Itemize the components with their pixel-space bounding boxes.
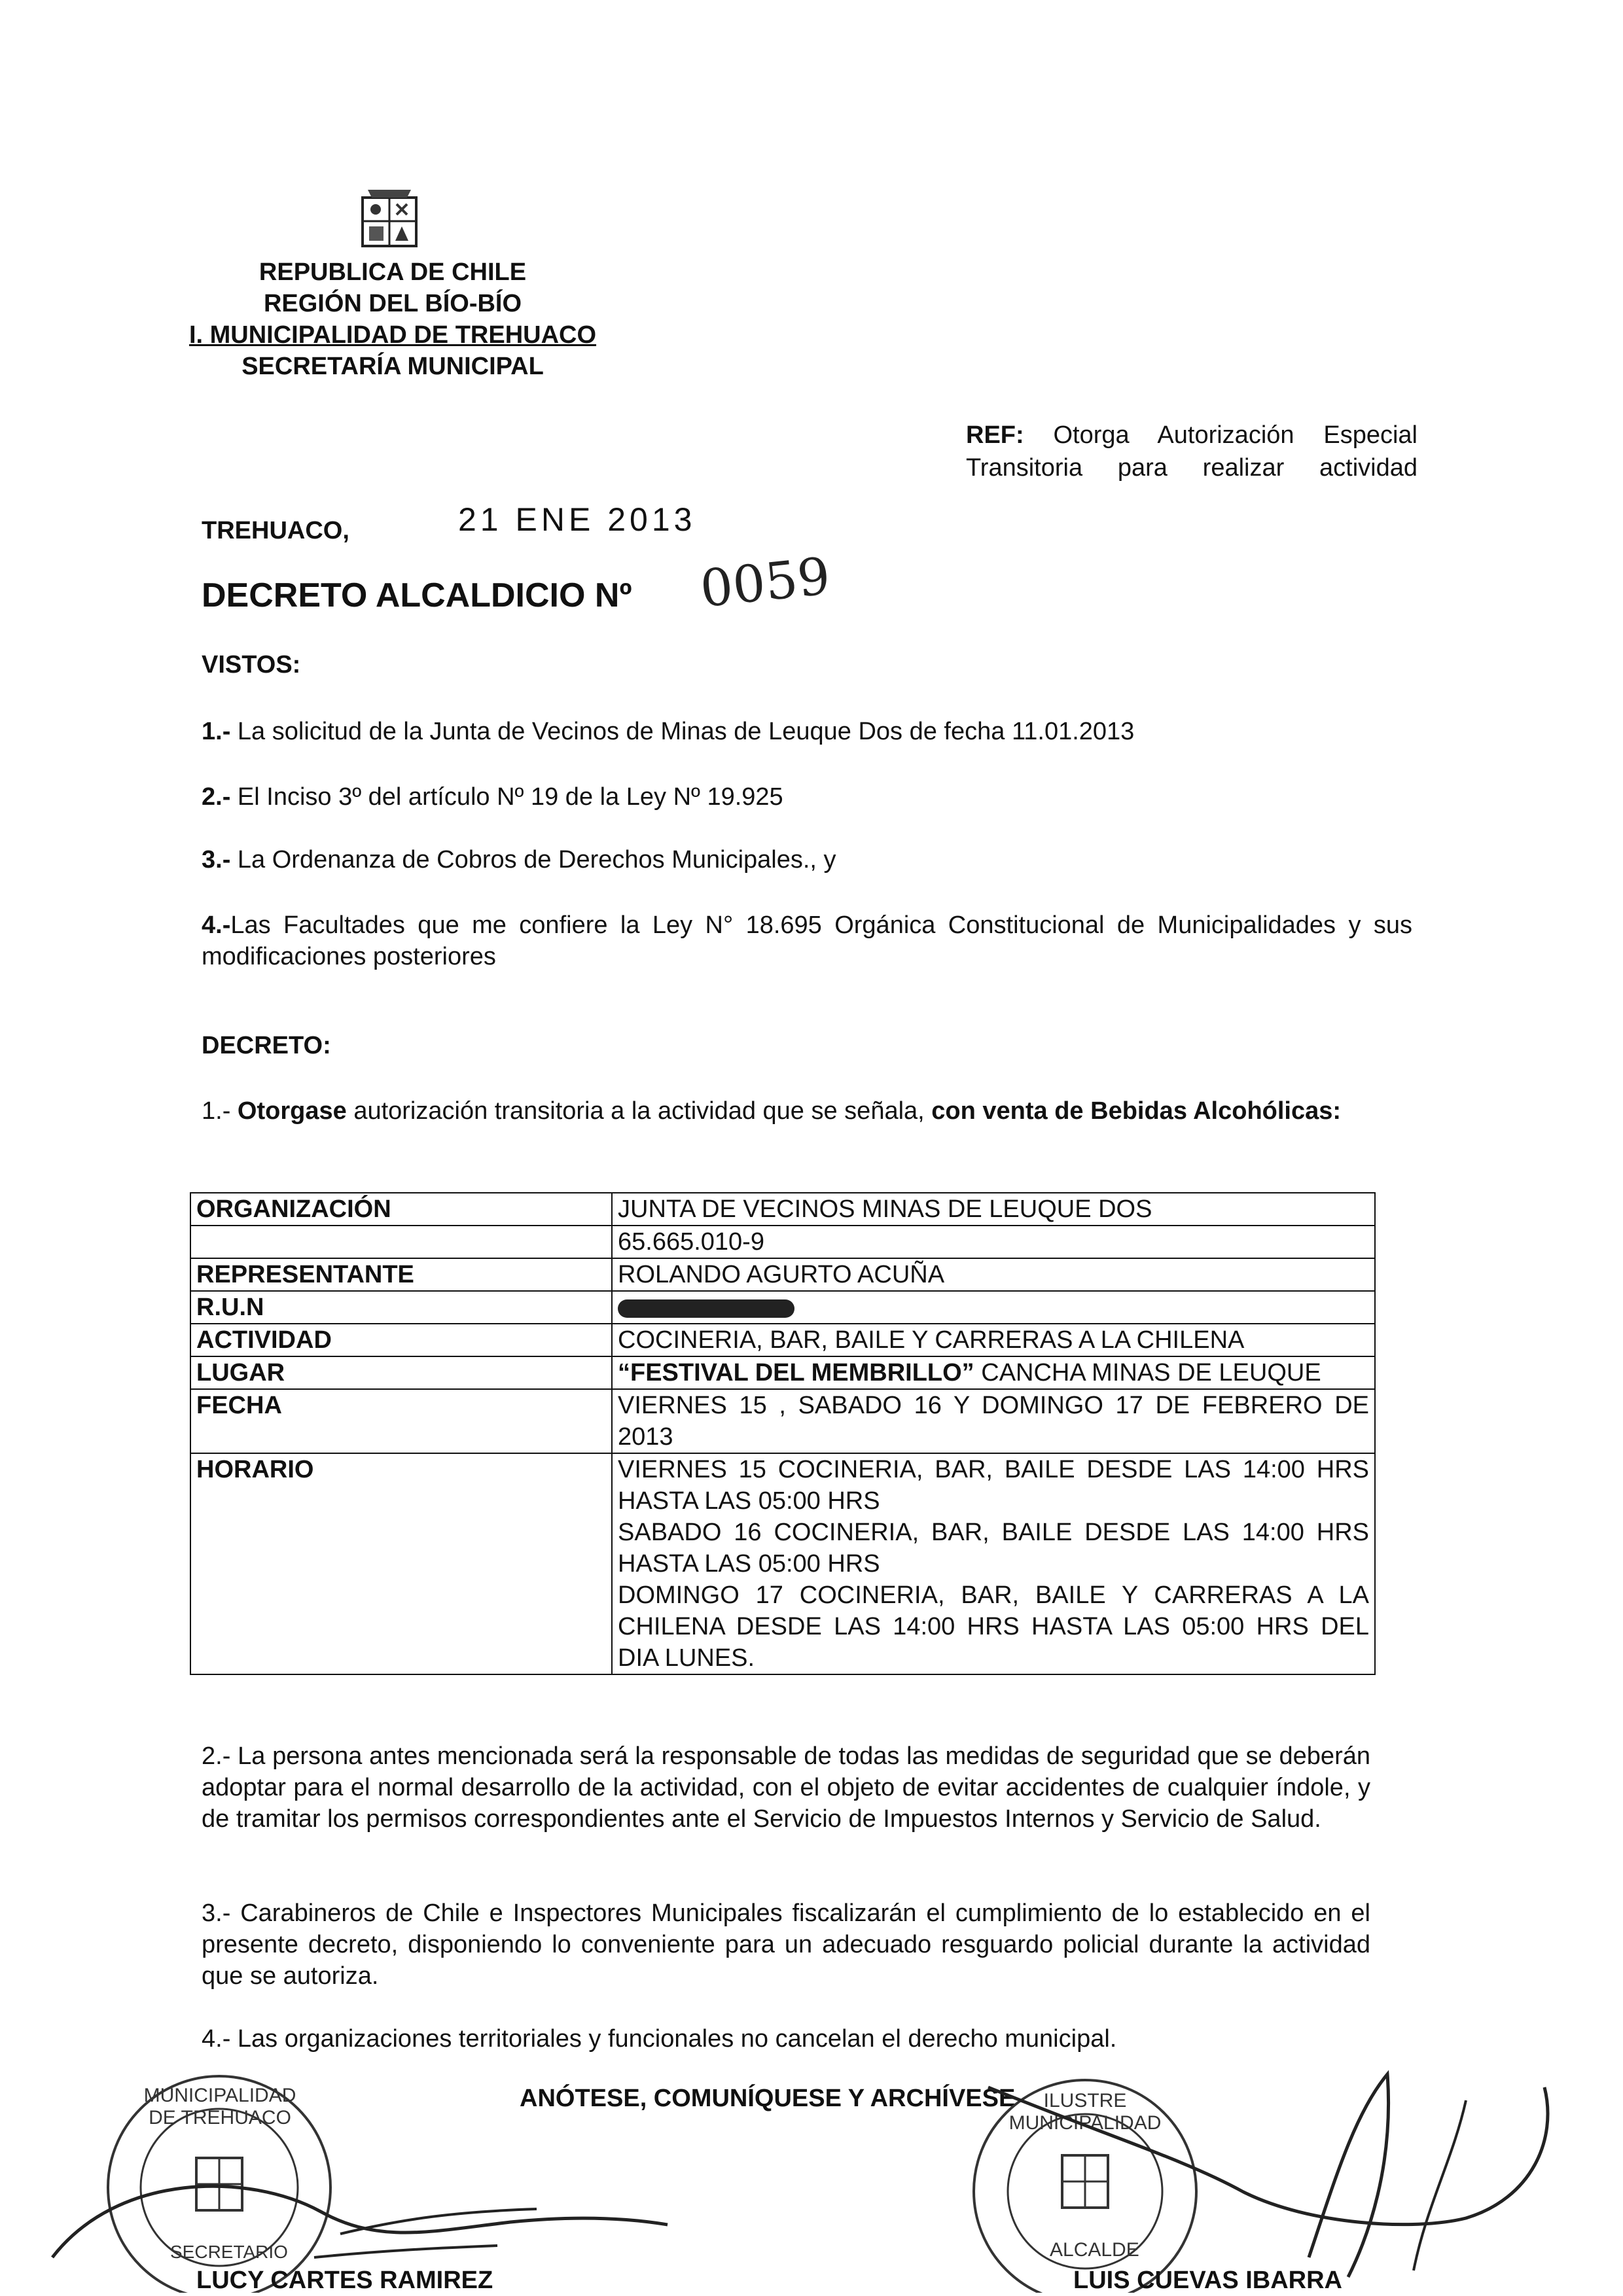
table-label-cell: R.U.N [190, 1291, 612, 1324]
table-row [190, 1291, 1375, 1324]
redaction-mark [618, 1299, 794, 1318]
header-country: REPUBLICA DE CHILE [259, 258, 527, 286]
decreto-item-emphasis: con venta de Bebidas Alcohólicas: [931, 1097, 1342, 1125]
mayor-name: LUIS CUEVAS IBARRA [1073, 2267, 1342, 2294]
vistos-item-number: 3.- [202, 846, 231, 874]
table-row [190, 1453, 1375, 1674]
mayor-signature-icon [969, 2061, 1623, 2293]
header-office: SECRETARÍA MUNICIPAL [241, 353, 544, 380]
vistos-item-1 [202, 716, 1393, 747]
coat-of-arms-icon [359, 188, 420, 250]
vistos-item-text: La solicitud de la Junta de Vecinos de Minas de Leuque Dos de fecha 11.01.2013 [237, 718, 1135, 745]
table-row [190, 1356, 1375, 1389]
vistos-item-number: 4.- [202, 911, 231, 939]
decreto-heading: DECRETO: [202, 1032, 331, 1059]
vistos-item-text: El Inciso 3º del artículo Nº 19 de la Ley Nº 19.925 [237, 783, 783, 811]
table-value-cell: ROLANDO AGURTO ACUÑA [612, 1258, 1375, 1291]
table-row [190, 1389, 1375, 1453]
decreto-item-4: 4.- Las organizaciones territoriales y funcionales no cancelan el derecho municipal. [202, 2025, 1117, 2053]
table-label-cell: ORGANIZACIÓN [190, 1193, 612, 1226]
reference-text: Otorga Autorización Especial Transitoria para realizar actividad [966, 421, 1418, 482]
table-label-cell: FECHA [190, 1389, 612, 1453]
table-row [190, 1258, 1375, 1291]
decreto-item-number: 1.- [202, 1097, 231, 1125]
decreto-item-verb: Otorgase [237, 1097, 347, 1125]
table-value-cell: 65.665.010-9 [612, 1226, 1375, 1258]
stamp-arc-text: ILUSTRE MUNICIPALIDAD [1008, 2090, 1162, 2134]
vistos-item-text: Las Facultades que me confiere la Ley N° 18.695 Orgánica Constitucional de Municipalidades y sus modificaciones posteriores [202, 911, 1412, 970]
event-place: CANCHA MINAS DE LEUQUE [981, 1359, 1321, 1386]
vistos-item-3 [202, 844, 1393, 875]
table-value-cell: COCINERIA, BAR, BAILE Y CARRERAS A LA CHILENA [612, 1324, 1375, 1356]
decree-title: DECRETO ALCALDICIO Nº [202, 576, 632, 614]
reference-label: REF: [966, 421, 1024, 449]
table-label-cell: ACTIVIDAD [190, 1324, 612, 1356]
place-label: TREHUACO, [202, 517, 349, 544]
decreto-item-3: 3.- Carabineros de Chile e Inspectores Municipales fiscalizarán el cumplimiento de lo establecido en el presente decreto, disponiendo lo conveniente para un adecuado resguardo policial durante la actividad que se autoriza. [202, 1899, 1370, 1990]
stamp-role-text: SECRETARIO [170, 2242, 288, 2262]
decree-number-handwritten: 0059 [697, 546, 833, 620]
table-row [190, 1324, 1375, 1356]
schedule-line: VIERNES 15 COCINERIA, BAR, BAILE DESDE LAS 14:00 HRS HASTA LAS 05:00 HRS [618, 1456, 1369, 1515]
decreto-item-text: autorización transitoria a la actividad que se señala, [353, 1097, 925, 1125]
table-label-cell: REPRESENTANTE [190, 1258, 612, 1291]
table-row [190, 1193, 1375, 1226]
schedule-line: SABADO 16 COCINERIA, BAR, BAILE DESDE LAS 14:00 HRS HASTA LAS 05:00 HRS [618, 1519, 1369, 1578]
decreto-item-2: 2.- La persona antes mencionada será la responsable de todas las medidas de seguridad que se deberán adoptar para el normal desarrollo de la actividad, con el objeto de evitar accidentes de cualquier índole, y de tramitar los permisos correspondientes ante el Servicio de Impuestos Internos y Servicio de Salud. [202, 1742, 1370, 1833]
secretary-name: LUCY CARTES RAMIREZ [196, 2267, 493, 2294]
table-value-cell: VIERNES 15 , SABADO 16 Y DOMINGO 17 DE FEBRERO DE 2013 [612, 1389, 1375, 1453]
table-label-cell [190, 1226, 612, 1258]
header-region: REGIÓN DEL BÍO-BÍO [263, 290, 522, 317]
schedule-line: DOMINGO 17 COCINERIA, BAR, BAILE Y CARRERAS A LA CHILENA DESDE LAS 14:00 HRS HASTA LAS 05:00 HRS DEL DIA LUNES. [618, 1581, 1369, 1672]
authorization-table [190, 1192, 1376, 1675]
decreto-item-1 [202, 1095, 1370, 1127]
table-label-cell: LUGAR [190, 1356, 612, 1389]
vistos-item-4 [202, 910, 1412, 972]
closing-formula: ANÓTESE, COMUNÍQUESE Y ARCHÍVESE [520, 2085, 1016, 2112]
vistos-item-text: La Ordenanza de Cobros de Derechos Municipales., y [237, 846, 836, 874]
stamp-role-text: ALCALDE [1050, 2239, 1139, 2261]
vistos-item-number: 1.- [202, 718, 231, 745]
vistos-item-2 [202, 781, 1393, 813]
table-value-cell: JUNTA DE VECINOS MINAS DE LEUQUE DOS [612, 1193, 1375, 1226]
reference-block [966, 419, 1418, 484]
date-stamp: 21 ENE 2013 [458, 501, 696, 538]
vistos-heading: VISTOS: [202, 651, 301, 679]
secretary-signature-icon [39, 2094, 681, 2290]
vistos-item-number: 2.- [202, 783, 231, 811]
table-value-cell [612, 1291, 1375, 1324]
table-label-cell: HORARIO [190, 1453, 612, 1674]
stamp-arc-text: MUNICIPALIDAD DE TREHUACO [143, 2085, 296, 2128]
header-municipality: I. MUNICIPALIDAD DE TREHUACO [188, 321, 597, 349]
table-value-cell [612, 1356, 1375, 1389]
event-name: “FESTIVAL DEL MEMBRILLO” [618, 1359, 974, 1386]
table-value-cell [612, 1453, 1375, 1674]
table-row [190, 1226, 1375, 1258]
